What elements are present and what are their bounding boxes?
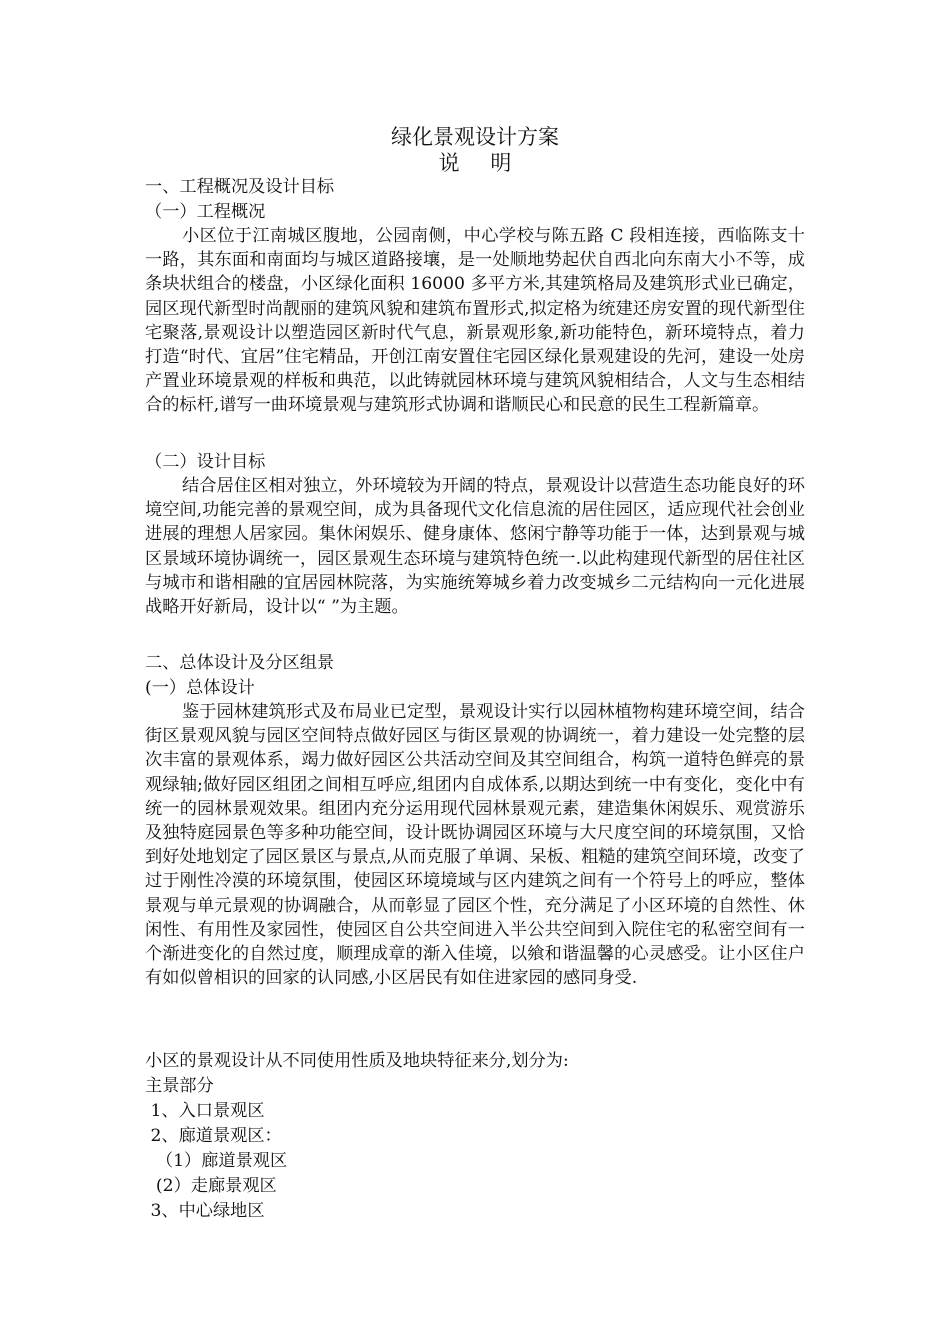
list-item-central-green: 3、中心绿地区 [145,1201,265,1221]
document-subtitle: 说 明 [438,151,512,175]
paragraph-project-overview: 小区位于江南城区腹地，公园南侧，中心学校与陈五路 C 段相连接，西临陈支十一路，其东面和南面均与城区道路接壤，是一处顺地势起伏自西北向东南大小不等，成条块状组合的楼盘，小区绿化面积 16000 多平方米,其建筑格局及建筑形式业已确定，园区现代新型时尚靓丽的建筑风貌和建筑布置形式,拟定格为统建还房安置的现代新型住宅聚落,景观设计以塑造园区新时代气息，新景观形象,新功能特色，新环境特点，着力打造“时代、宜居”住宅精品，开创江南安置住宅园区绿化景观建设的先河，建设一处房产置业环境景观的样板和典范，以此铸就园林环境与建筑风貌相结合，人文与生态相结合的标杆,谱写一曲环境景观与建筑形式协调和谐顺民心和民意的民生工程新篇章。 [145,226,805,416]
subsection-heading-3: (一）总体设计 [145,678,255,698]
subsection-heading-1: （一）工程概况 [145,202,266,222]
division-statement: 小区的景观设计从不同使用性质及地块特征来分,划分为: [145,1051,569,1071]
list-item-corridor: 2、廊道景观区： [145,1126,282,1146]
section-heading-1: 一、工程概况及设计目标 [145,177,335,197]
paragraph-overall-design: 鉴于园林建筑形式及布局业已定型，景观设计实行以园林植物构建环境空间，结合街区景观风貌与园区空间特点做好园区与街区景观的协调统一，着力建设一处完整的层次丰富的景观体系，竭力做好园区公共活动空间及其空间组合，构筑一道特色鲜亮的景观绿轴;做好园区组团之间相互呼应,组团内自成体系,以期达到统一中有变化，变化中有统一的园林景观效果。组团内充分运用现代园林景观元素，建造集休闲娱乐、观赏游乐及独特庭园景色等多种功能空间，设计既协调园区环境与大尺度空间的环境氛围，又恰到好处地划定了园区景区与景点,从而克服了单调、呆板、粗糙的建筑空间环境，改变了过于刚性冷漠的环境氛围，使园区环境境域与区内建筑之间有一个符号上的呼应，整体景观与单元景观的协调融合，从而彰显了园区个性，充分满足了小区环境的自然性、休闲性、有用性及家园性，使园区自公共空间进入半公共空间到入院住宅的私密空间有一个渐进变化的自然过度，顺理成章的渐入佳境，以飨和谐温馨的心灵感受。让小区住户有如似曾相识的回家的认同感,小区居民有如住进家园的感同身受. [145,702,805,989]
list-item-corridor-sub-2: (2）走廊景观区 [145,1176,277,1196]
list-item-entrance: 1、入口景观区 [145,1101,265,1121]
list-item-corridor-sub-1: （1）廊道景观区 [145,1151,288,1171]
document-title: 绿化景观设计方案 [391,125,559,149]
subsection-heading-2: （二）设计目标 [145,452,266,472]
section-heading-2: 二、总体设计及分区组景 [145,653,335,673]
main-scene-heading: 主景部分 [145,1076,214,1096]
paragraph-design-goals: 结合居住区相对独立，外环境较为开阔的特点，景观设计以营造生态功能良好的环境空间,功能完善的景观空间，成为具备现代文化信息流的居住园区，适应现代社会创业进展的理想人居家园。集休闲娱乐、健身康体、悠闲宁静等功能于一体，达到景观与城区景域环境协调统一，园区景观生态环境与建筑特色统一.以此构建现代新型的居住社区与城市和谐相融的宜居园林院落，为实施统筹城乡着力改变城乡二元结构向一元化进展战略开好新局，设计以“ ”为主题。 [145,476,805,618]
